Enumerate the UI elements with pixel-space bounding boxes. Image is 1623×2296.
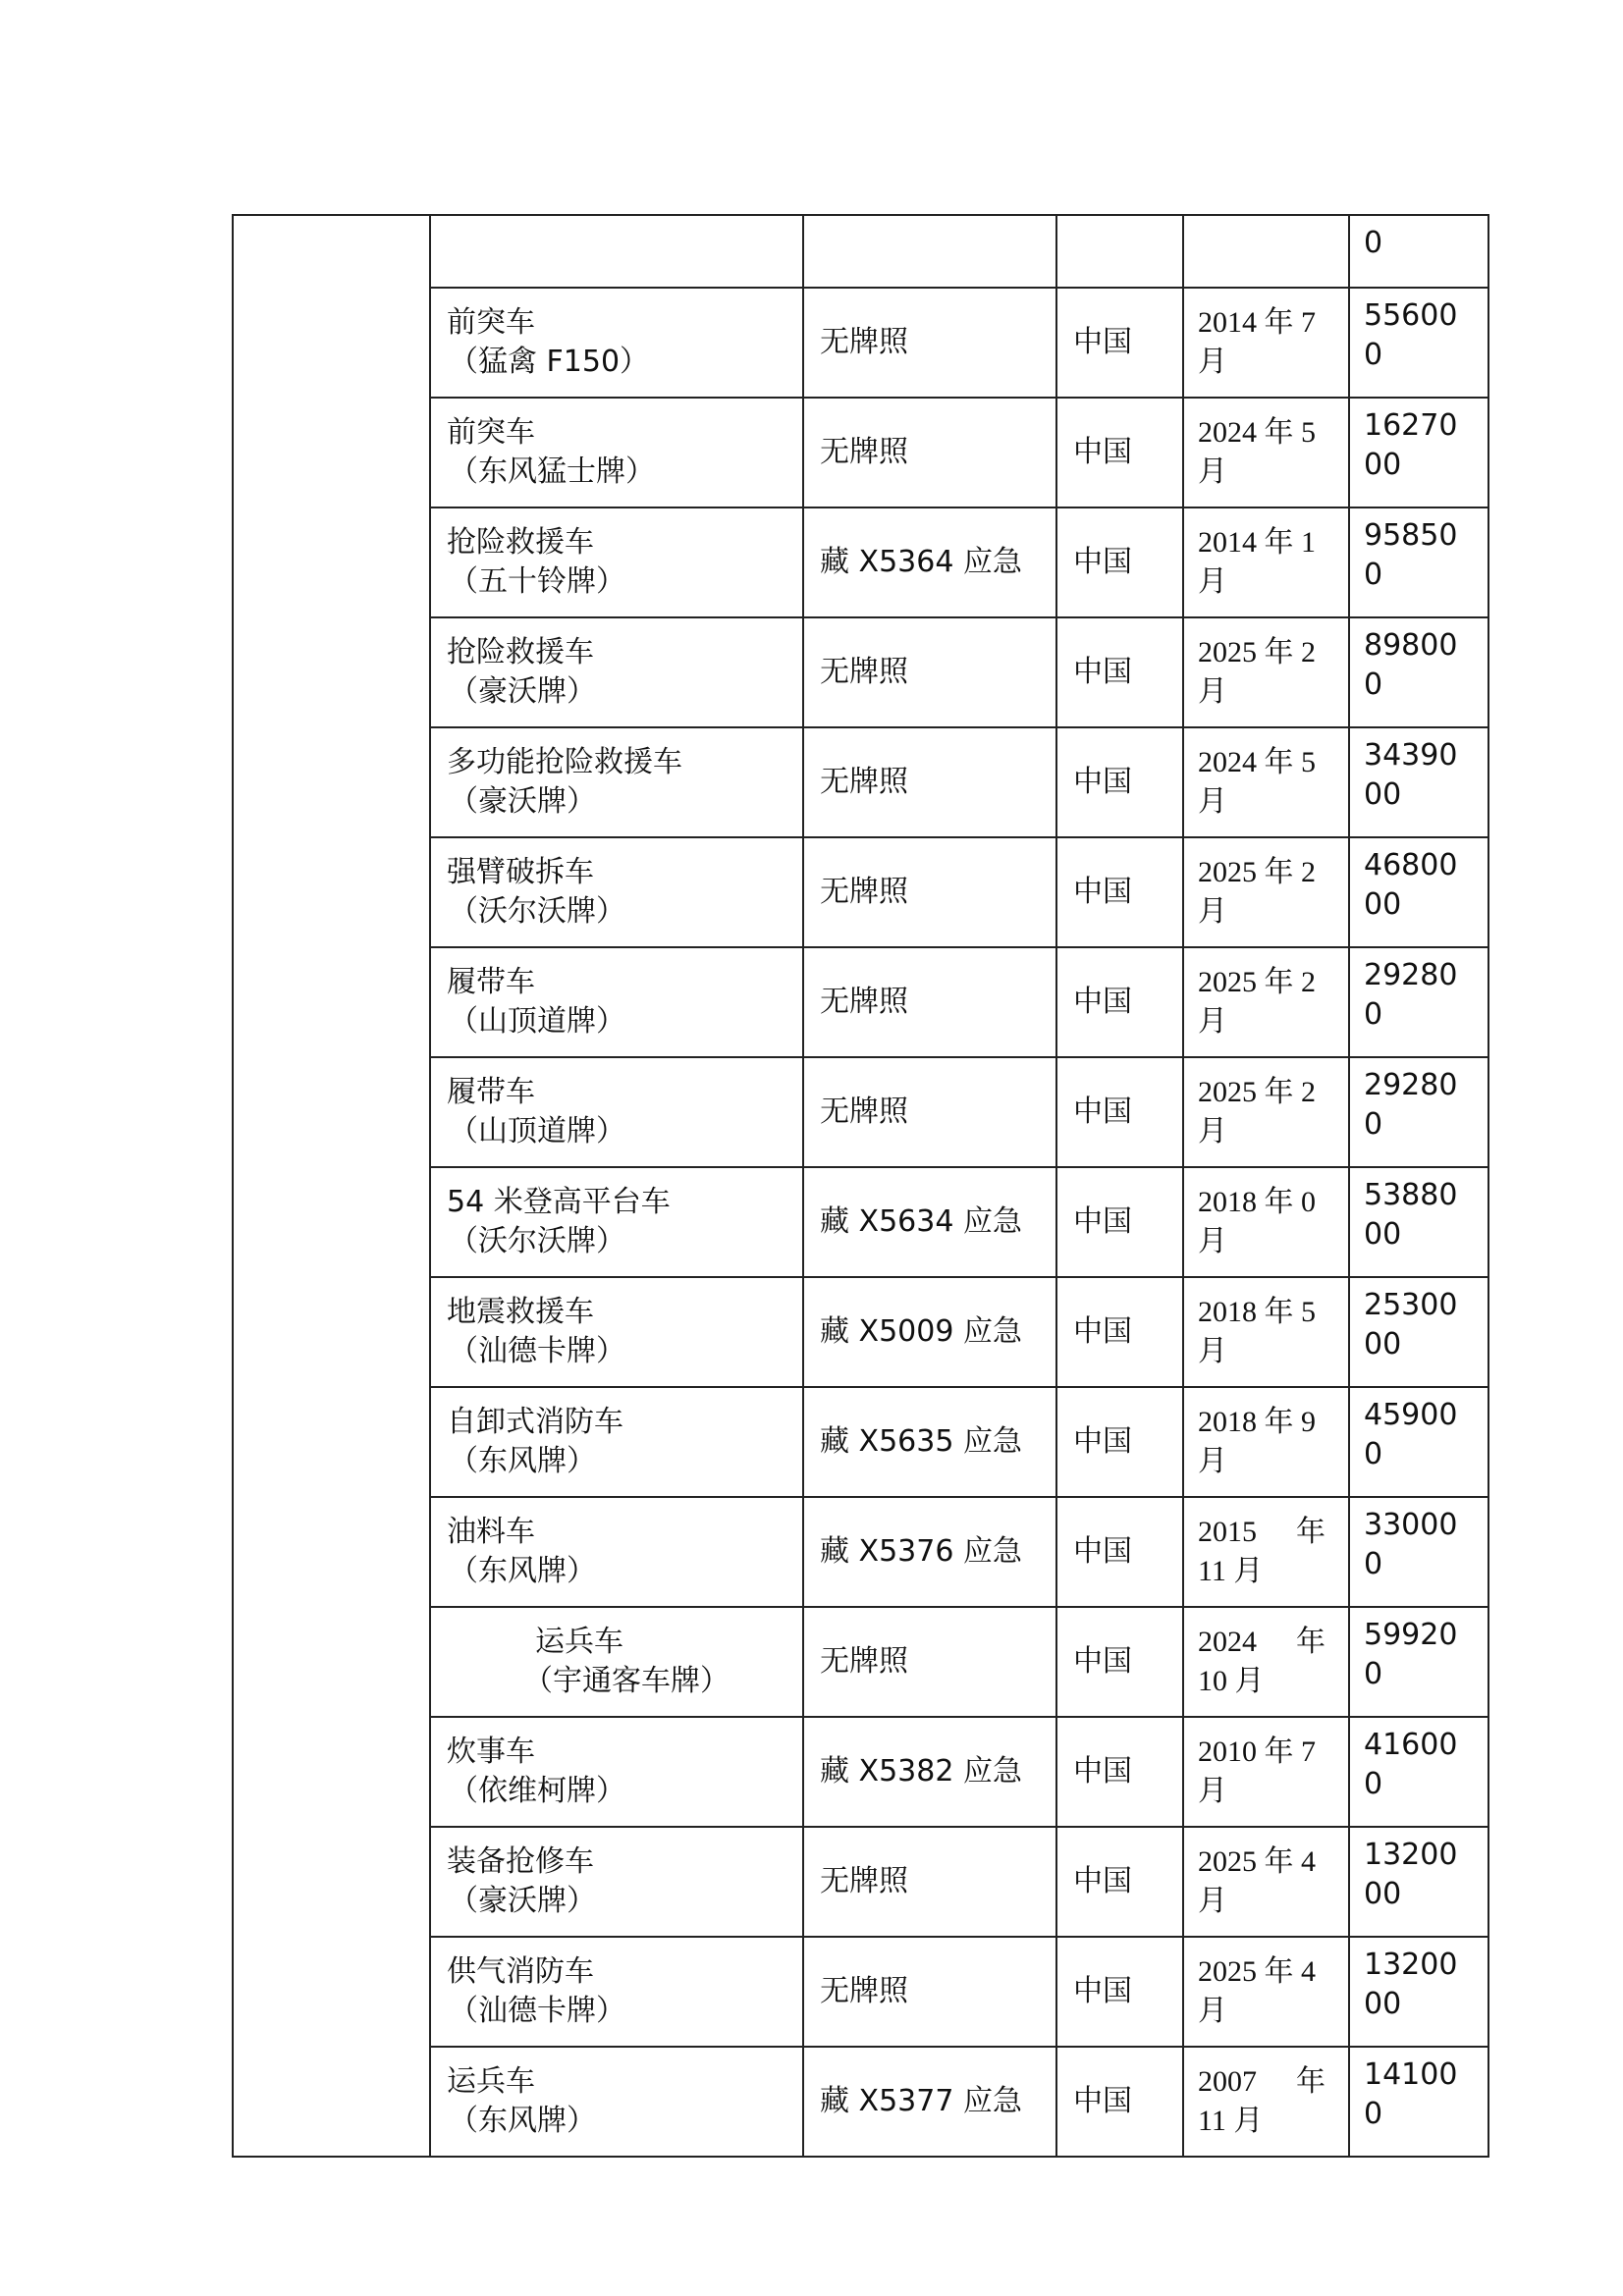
country-cell bbox=[1056, 288, 1183, 398]
name-cell bbox=[430, 947, 803, 1057]
side-merged-cell bbox=[233, 215, 430, 2157]
date-cell bbox=[1183, 1387, 1349, 1497]
name-cell bbox=[430, 1057, 803, 1167]
value-text: 141000 bbox=[1364, 2057, 1458, 2131]
plate-text: 无牌照 bbox=[820, 1974, 908, 2008]
plate-text: 藏 X5635 应急 bbox=[820, 1424, 1022, 1459]
date-text: 2024 年 5 月 bbox=[1198, 746, 1316, 818]
date-text: 2018 年 5 月 bbox=[1198, 1296, 1316, 1367]
date-text: 2025 年 2 月 bbox=[1198, 966, 1316, 1038]
country-cell bbox=[1056, 2047, 1183, 2157]
country-cell bbox=[1056, 1497, 1183, 1607]
vehicle-brand: （豪沃牌） bbox=[449, 784, 596, 819]
vehicle-brand: （汕德卡牌） bbox=[449, 1994, 625, 2028]
plate-text: 无牌照 bbox=[820, 765, 908, 799]
date-cell bbox=[1183, 1717, 1349, 1827]
name-cell bbox=[430, 1827, 803, 1937]
country-text: 中国 bbox=[1073, 1754, 1132, 1789]
country-text: 中国 bbox=[1073, 875, 1132, 909]
name-cell bbox=[430, 2047, 803, 2157]
value-text: 292800 bbox=[1364, 958, 1458, 1032]
date-year-unit: 年 bbox=[1296, 2065, 1325, 2098]
vehicle-name: 履带车 bbox=[447, 965, 535, 999]
vehicle-brand: （山顶道牌） bbox=[449, 1114, 625, 1148]
plate-text: 藏 X5634 应急 bbox=[820, 1204, 1022, 1239]
country-cell bbox=[1056, 1827, 1183, 1937]
vehicle-brand: （东风牌） bbox=[449, 1444, 596, 1478]
vehicle-name: 前突车 bbox=[447, 305, 535, 340]
country-text: 中国 bbox=[1073, 1095, 1132, 1129]
country-text: 中国 bbox=[1073, 1314, 1132, 1349]
country-cell bbox=[1056, 617, 1183, 727]
date-year-unit: 年 bbox=[1296, 1626, 1325, 1658]
vehicle-name: 炊事车 bbox=[447, 1735, 535, 1769]
date-cell bbox=[1183, 1167, 1349, 1277]
date-cell bbox=[1183, 1607, 1349, 1717]
vehicle-name: 供气消防车 bbox=[447, 1954, 594, 1989]
value-text: 599200 bbox=[1364, 1618, 1458, 1691]
value-text: 416000 bbox=[1364, 1728, 1458, 1801]
vehicle-brand: （沃尔沃牌） bbox=[449, 1224, 625, 1258]
value-cell bbox=[1349, 507, 1488, 617]
date-cell bbox=[1183, 288, 1349, 398]
name-cell bbox=[430, 617, 803, 727]
date-cell bbox=[1183, 215, 1349, 288]
plate-cell bbox=[803, 1497, 1056, 1607]
country-text: 中国 bbox=[1073, 765, 1132, 799]
date-cell bbox=[1183, 507, 1349, 617]
value-cell bbox=[1349, 727, 1488, 837]
country-text: 中国 bbox=[1073, 325, 1132, 359]
vehicle-brand: （沃尔沃牌） bbox=[449, 894, 625, 929]
country-cell bbox=[1056, 947, 1183, 1057]
name-cell bbox=[430, 1277, 803, 1387]
country-text: 中国 bbox=[1073, 2084, 1132, 2118]
country-text: 中国 bbox=[1073, 545, 1132, 579]
date-text bbox=[1198, 2062, 1325, 2141]
value-text: 5388000 bbox=[1364, 1178, 1458, 1252]
plate-cell bbox=[803, 727, 1056, 837]
plate-text: 无牌照 bbox=[820, 655, 908, 689]
date-text: 2024 年 5 月 bbox=[1198, 416, 1316, 488]
plate-cell bbox=[803, 617, 1056, 727]
value-cell bbox=[1349, 1827, 1488, 1937]
vehicle-name: 运兵车 bbox=[447, 2064, 535, 2099]
plate-text: 无牌照 bbox=[820, 1644, 908, 1679]
vehicle-brand: （东风牌） bbox=[449, 2104, 596, 2138]
country-cell bbox=[1056, 1717, 1183, 1827]
vehicle-brand: （猛禽 F150） bbox=[449, 345, 650, 379]
date-text: 2018 年 0 月 bbox=[1198, 1186, 1316, 1257]
country-cell bbox=[1056, 1167, 1183, 1277]
name-cell bbox=[430, 1937, 803, 2047]
plate-text: 无牌照 bbox=[820, 325, 908, 359]
name-cell bbox=[430, 837, 803, 947]
plate-cell bbox=[803, 1827, 1056, 1937]
value-text: 4680000 bbox=[1364, 848, 1458, 922]
vehicle-name: 油料车 bbox=[447, 1515, 535, 1549]
vehicle-name: 抢险救援车 bbox=[447, 635, 594, 669]
plate-cell bbox=[803, 1277, 1056, 1387]
plate-text: 无牌照 bbox=[820, 1864, 908, 1898]
date-cell bbox=[1183, 1057, 1349, 1167]
value-text: 292800 bbox=[1364, 1068, 1458, 1142]
value-text: 958500 bbox=[1364, 518, 1458, 592]
value-cell bbox=[1349, 837, 1488, 947]
date-month: 10 月 bbox=[1198, 1665, 1265, 1697]
vehicle-name: 装备抢修车 bbox=[447, 1844, 594, 1879]
value-cell bbox=[1349, 617, 1488, 727]
vehicle-brand: （东风牌） bbox=[449, 1554, 596, 1588]
plate-text: 无牌照 bbox=[820, 875, 908, 909]
plate-cell bbox=[803, 398, 1056, 507]
plate-cell bbox=[803, 1057, 1056, 1167]
date-cell bbox=[1183, 617, 1349, 727]
date-text: 2025 年 2 月 bbox=[1198, 636, 1316, 708]
plate-cell bbox=[803, 947, 1056, 1057]
plate-cell bbox=[803, 1607, 1056, 1717]
date-year-unit: 年 bbox=[1296, 1516, 1325, 1548]
name-cell bbox=[430, 1497, 803, 1607]
plate-text: 无牌照 bbox=[820, 985, 908, 1019]
country-text: 中国 bbox=[1073, 1644, 1132, 1679]
date-cell bbox=[1183, 1497, 1349, 1607]
date-cell bbox=[1183, 1937, 1349, 2047]
date-year: 2007 bbox=[1198, 2065, 1257, 2098]
value-cell bbox=[1349, 215, 1488, 288]
value-text: 1627000 bbox=[1364, 408, 1458, 482]
vehicle-brand: （宇通客车牌） bbox=[523, 1664, 730, 1698]
value-text: 2530000 bbox=[1364, 1288, 1458, 1362]
plate-cell bbox=[803, 288, 1056, 398]
vehicle-brand: （山顶道牌） bbox=[449, 1004, 625, 1039]
vehicle-brand: （东风猛士牌） bbox=[449, 454, 655, 489]
value-cell bbox=[1349, 1277, 1488, 1387]
vehicle-table bbox=[232, 214, 1489, 2158]
value-cell bbox=[1349, 1607, 1488, 1717]
country-text: 中国 bbox=[1073, 655, 1132, 689]
date-text: 2014 年 1 月 bbox=[1198, 526, 1316, 598]
date-text: 2025 年 4 月 bbox=[1198, 1955, 1316, 2027]
plate-text: 无牌照 bbox=[820, 435, 908, 469]
country-cell bbox=[1056, 1607, 1183, 1717]
vehicle-brand: （五十铃牌） bbox=[449, 564, 625, 599]
plate-cell bbox=[803, 1717, 1056, 1827]
country-text: 中国 bbox=[1073, 985, 1132, 1019]
date-cell bbox=[1183, 1277, 1349, 1387]
value-cell bbox=[1349, 1057, 1488, 1167]
date-text: 2025 年 2 月 bbox=[1198, 856, 1316, 928]
plate-text: 藏 X5376 应急 bbox=[820, 1534, 1022, 1569]
date-text bbox=[1198, 1623, 1325, 1701]
country-cell bbox=[1056, 1937, 1183, 2047]
value-cell bbox=[1349, 947, 1488, 1057]
value-cell bbox=[1349, 1167, 1488, 1277]
value-cell bbox=[1349, 1937, 1488, 2047]
name-cell bbox=[430, 1387, 803, 1497]
country-text: 中国 bbox=[1073, 1424, 1132, 1459]
plate-cell bbox=[803, 1937, 1056, 2047]
date-month: 11 月 bbox=[1198, 1555, 1264, 1587]
value-text: 330000 bbox=[1364, 1508, 1458, 1581]
date-cell bbox=[1183, 1827, 1349, 1937]
country-text: 中国 bbox=[1073, 1864, 1132, 1898]
vehicle-name: 自卸式消防车 bbox=[447, 1405, 623, 1439]
plate-text: 藏 X5009 应急 bbox=[820, 1314, 1022, 1349]
date-text: 2018 年 9 月 bbox=[1198, 1406, 1316, 1477]
value-text: 556000 bbox=[1364, 298, 1458, 372]
name-cell bbox=[430, 1167, 803, 1277]
country-cell bbox=[1056, 837, 1183, 947]
plate-text: 藏 X5377 应急 bbox=[820, 2084, 1022, 2118]
plate-cell bbox=[803, 1167, 1056, 1277]
value-cell bbox=[1349, 1717, 1488, 1827]
date-text: 2025 年 2 月 bbox=[1198, 1076, 1316, 1148]
country-text: 中国 bbox=[1073, 1204, 1132, 1239]
country-cell bbox=[1056, 507, 1183, 617]
date-cell bbox=[1183, 2047, 1349, 2157]
value-cell bbox=[1349, 1497, 1488, 1607]
vehicle-name: 强臂破拆车 bbox=[447, 855, 594, 889]
date-text: 2025 年 4 月 bbox=[1198, 1845, 1316, 1917]
date-cell bbox=[1183, 727, 1349, 837]
date-cell bbox=[1183, 398, 1349, 507]
date-month: 11 月 bbox=[1198, 2105, 1264, 2137]
name-cell bbox=[430, 288, 803, 398]
value-text: 1320000 bbox=[1364, 1948, 1458, 2021]
name-cell bbox=[430, 215, 803, 288]
name-cell bbox=[430, 1717, 803, 1827]
country-cell bbox=[1056, 1387, 1183, 1497]
value-text: 3439000 bbox=[1364, 738, 1458, 812]
country-cell bbox=[1056, 1057, 1183, 1167]
value-text: 0 bbox=[1364, 226, 1383, 260]
vehicle-name: 运兵车 bbox=[535, 1625, 623, 1659]
value-cell bbox=[1349, 288, 1488, 398]
date-text: 2010 年 7 月 bbox=[1198, 1735, 1316, 1807]
value-cell bbox=[1349, 2047, 1488, 2157]
value-text: 459000 bbox=[1364, 1398, 1458, 1471]
vehicle-name: 前突车 bbox=[447, 415, 535, 450]
vehicle-name: 54 米登高平台车 bbox=[447, 1185, 671, 1219]
country-text: 中国 bbox=[1073, 435, 1132, 469]
vehicle-brand: （豪沃牌） bbox=[449, 1884, 596, 1918]
country-cell bbox=[1056, 1277, 1183, 1387]
table-row-continued bbox=[233, 215, 1488, 288]
date-cell bbox=[1183, 947, 1349, 1057]
country-cell bbox=[1056, 215, 1183, 288]
date-year: 2015 bbox=[1198, 1516, 1257, 1548]
name-cell bbox=[430, 398, 803, 507]
country-text: 中国 bbox=[1073, 1534, 1132, 1569]
name-cell bbox=[430, 1607, 803, 1717]
date-text bbox=[1198, 1513, 1325, 1591]
vehicle-name: 履带车 bbox=[447, 1075, 535, 1109]
value-text: 1320000 bbox=[1364, 1838, 1458, 1911]
country-cell bbox=[1056, 727, 1183, 837]
plate-text: 藏 X5364 应急 bbox=[820, 545, 1022, 579]
plate-cell bbox=[803, 507, 1056, 617]
plate-cell bbox=[803, 837, 1056, 947]
country-text: 中国 bbox=[1073, 1974, 1132, 2008]
vehicle-name: 多功能抢险救援车 bbox=[447, 745, 682, 779]
plate-text: 无牌照 bbox=[820, 1095, 908, 1129]
vehicle-brand: （豪沃牌） bbox=[449, 674, 596, 709]
vehicle-brand: （依维柯牌） bbox=[449, 1774, 625, 1808]
plate-cell bbox=[803, 2047, 1056, 2157]
date-cell bbox=[1183, 837, 1349, 947]
value-text: 898000 bbox=[1364, 628, 1458, 702]
plate-cell bbox=[803, 215, 1056, 288]
plate-cell bbox=[803, 1387, 1056, 1497]
vehicle-name: 地震救援车 bbox=[447, 1295, 594, 1329]
date-text: 2014 年 7 月 bbox=[1198, 306, 1316, 378]
plate-text: 藏 X5382 应急 bbox=[820, 1754, 1022, 1789]
vehicle-brand: （汕德卡牌） bbox=[449, 1334, 625, 1368]
date-year: 2024 bbox=[1198, 1626, 1257, 1658]
vehicle-name: 抢险救援车 bbox=[447, 525, 594, 560]
value-cell bbox=[1349, 1387, 1488, 1497]
name-cell bbox=[430, 727, 803, 837]
value-cell bbox=[1349, 398, 1488, 507]
country-cell bbox=[1056, 398, 1183, 507]
name-cell bbox=[430, 507, 803, 617]
